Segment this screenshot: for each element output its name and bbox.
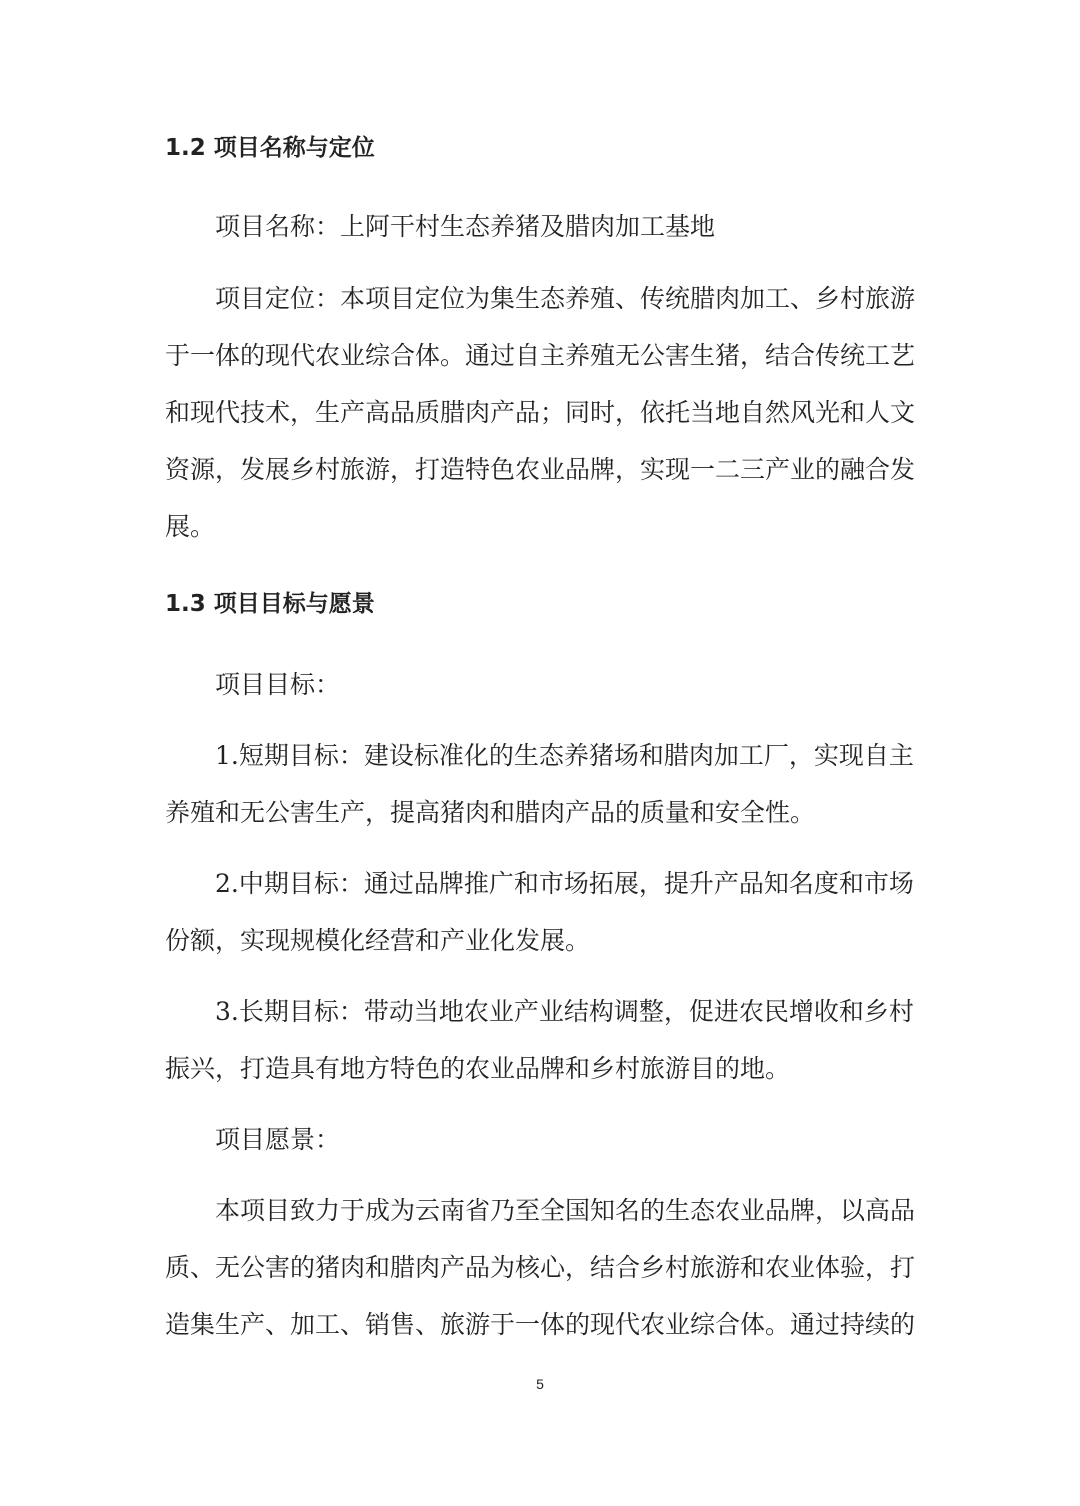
vision-paragraph — [165, 1182, 925, 1353]
paragraph-line: 3.长期目标：带动当地农业产业结构调整，促进农民增收和乡村 — [215, 997, 914, 1026]
paragraph-line: 份额，实现规模化经营和产业化发展。 — [165, 926, 591, 955]
paragraph-line: 展。 — [165, 512, 216, 541]
paragraph-line: 和现代技术，生产高品质腊肉产品；同时，依托当地自然风光和人文 — [165, 398, 916, 427]
project-name-paragraph — [165, 198, 925, 255]
goals-label — [165, 656, 925, 713]
section-heading-1-2 — [165, 128, 925, 168]
vision-label — [165, 1111, 925, 1168]
paragraph-line: 项目定位：本项目定位为集生态养殖、传统腊肉加工、乡村旅游 — [215, 284, 916, 313]
paragraph-line: 于一体的现代农业综合体。通过自主养殖无公害生猪，结合传统工艺 — [165, 341, 916, 370]
paragraph-line: 项目目标： — [215, 670, 341, 699]
goal-long-term — [165, 983, 925, 1097]
paragraph-line: 振兴，打造具有地方特色的农业品牌和乡村旅游目的地。 — [165, 1054, 791, 1083]
heading-text: 1.3 项目目标与愿景 — [165, 591, 375, 617]
paragraph-line: 项目名称：上阿干村生态养猪及腊肉加工基地 — [215, 212, 716, 241]
paragraph-line: 1.短期目标：建设标准化的生态养猪场和腊肉加工厂，实现自主 — [215, 741, 914, 770]
goal-mid-term — [165, 855, 925, 969]
paragraph-line: 养殖和无公害生产，提高猪肉和腊肉产品的质量和安全性。 — [165, 798, 816, 827]
paragraph-line: 本项目致力于成为云南省乃至全国知名的生态农业品牌，以高品 — [215, 1196, 916, 1225]
section-heading-1-3 — [165, 584, 925, 624]
paragraph-line: 造集生产、加工、销售、旅游于一体的现代农业综合体。通过持续的 — [165, 1310, 916, 1339]
paragraph-line: 项目愿景： — [215, 1125, 341, 1154]
paragraph-line: 质、无公害的猪肉和腊肉产品为核心，结合乡村旅游和农业体验，打 — [165, 1253, 916, 1282]
paragraph-line: 2.中期目标：通过品牌推广和市场拓展，提升产品知名度和市场 — [215, 869, 914, 898]
project-positioning-paragraph — [165, 270, 925, 555]
page-number: 5 — [536, 1376, 544, 1392]
heading-text: 1.2 项目名称与定位 — [165, 135, 375, 161]
goal-short-term — [165, 727, 925, 841]
paragraph-line: 资源，发展乡村旅游，打造特色农业品牌，实现一二三产业的融合发 — [165, 455, 916, 484]
